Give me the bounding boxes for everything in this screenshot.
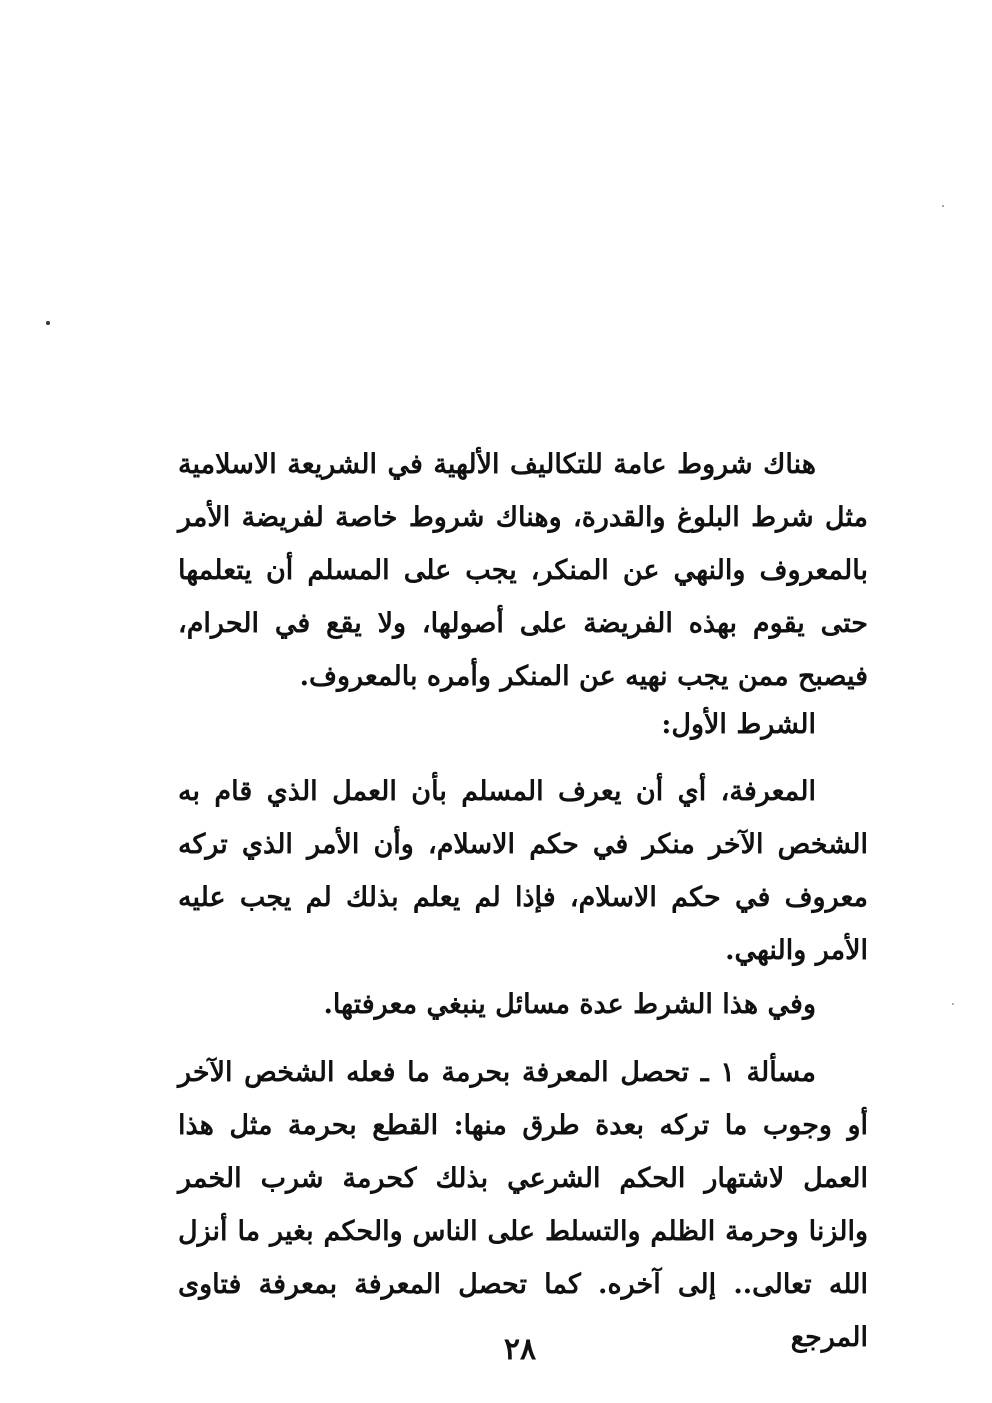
intro-paragraph-block bbox=[178, 438, 868, 703]
issue-one-block bbox=[178, 1046, 868, 1364]
issues-intro-paragraph: وفي هذا الشرط عدة مسائل ينبغي معرفتها. bbox=[323, 989, 816, 1020]
knowledge-paragraph: المعرفة، أي أن يعرف المسلم بأن العمل الذي قام به الشخص الآخر منكر في حكم الاسلام، وأن الأمر الذي تركه معروف في حكم الاسلام، فإذا لم يعلم بذلك لم يجب عليه الأمر والنهي. bbox=[178, 776, 868, 966]
intro-paragraph: هناك شروط عامة للتكاليف الألهية في الشريعة الاسلامية مثل شرط البلوغ والقدرة، وهناك شروط خاصة لفريضة الأمر بالمعروف والنهي عن المنكر، يجب على المسلم أن يتعلمها حتى يقوم بهذه الفريضة على أصولها، ولا يقع في الحرام، فيصبح ممن يجب نهيه عن المنكر وأمره بالمعروف. bbox=[178, 449, 868, 692]
section-heading: الشرط الأول: bbox=[661, 709, 816, 740]
scan-speck bbox=[46, 321, 50, 325]
page-number: ٢٨ bbox=[503, 1332, 537, 1367]
scan-speck bbox=[942, 205, 944, 207]
issue-one-paragraph: مسألة ١ ـ تحصل المعرفة بحرمة ما فعله الشخص الآخر أو وجوب ما تركه بعدة طرق منها: القطع بحرمة مثل هذا العمل لاشتهار الحكم الشرعي بذلك كحرمة شرب الخمر والزنا وحرمة الظلم والتسلط على الناس والحكم بغير ما أنزل الله تعالى.. إلى آخره. كما تحصل المعرفة بمعرفة فتاوى المرجع bbox=[178, 1057, 868, 1353]
knowledge-paragraph-block bbox=[178, 765, 868, 977]
issues-intro-block bbox=[178, 978, 868, 1031]
heading-block bbox=[178, 698, 868, 751]
scan-speck bbox=[952, 1003, 954, 1005]
